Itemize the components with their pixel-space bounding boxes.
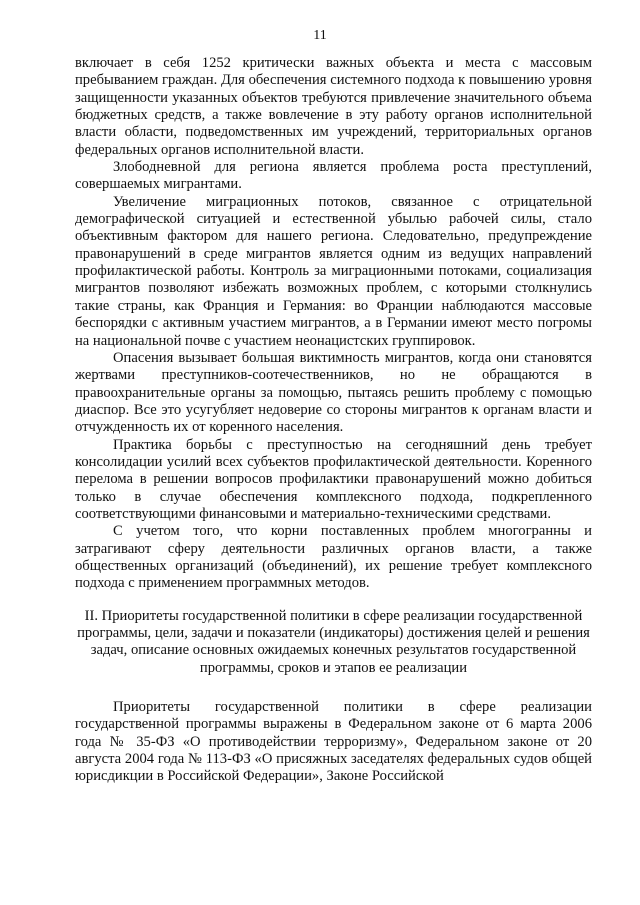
paragraph-victimization: Опасения вызывает большая виктимность мигрантов, когда они становятся жертвами преступников-соотечественников, но не обращаются в правоохранительные органы за помощью, пытаясь решить проблему с помощью диаспор. Все это усугубляет недоверие со стороны мигрантов к органам власти и отчужденность их от коренного населения. xyxy=(75,349,592,436)
paragraph-comprehensive-approach: С учетом того, что корни поставленных проблем многогранны и затрагивают сферу деятельности различных органов власти, а также общественных организаций (объединений), их решение требует комплексного подхода с применением программных методов. xyxy=(75,523,592,592)
paragraph-policy-priorities: Приоритеты государственной политики в сфере реализации государственной программы выражены в Федеральном законе от 6 марта 2006 года № 35-ФЗ «О противодействии терроризму», Федеральном законе от 20 августа 2004 года № 113-ФЗ «О присяжных заседателях федеральных судов общей юрисдикции в Российской Федерации», Законе Российской xyxy=(75,699,592,785)
section-heading: II. Приоритеты государственной политики в сфере реализации государственной программы, цели, задачи и показатели (индикаторы) достижения целей и решения задач, описание основных ожидаемых конечных результатов государственной программы, сроков и этапов ее реализации xyxy=(77,607,590,676)
paragraph-crime-fighting-practice: Практика борьбы с преступностью на сегодняшний день требует консолидации усилий всех субъектов профилактической деятельности. Коренного перелома в решении вопросов профилактики правонарушений можно добиться только в случае обеспечения комплексного подхода, подкрепленного соответствующими финансовыми и материально-техническими средствами. xyxy=(75,436,592,522)
paragraph-migration-flows: Увеличение миграционных потоков, связанное с отрицательной демографической ситуацией и естественной убылью рабочей силы, стало объективным фактором для нашего региона. Следовательно, предупреждение правонарушений в среде мигрантов является одним из ведущих направлений профилактической работы. Контроль за миграционными потоками, социализация мигрантов позволяют избежать возможных проблем, с которыми столкнулись такие страны, как Франция и Германия: во Франции наблюдаются массовые беспорядки с активным участием мигрантов, а в Германии имеют место погромы на национальной почве с участием неонацистских группировок. xyxy=(75,193,592,349)
paragraph-migrant-crime: Злободневной для региона является проблема роста преступлений, совершаемых мигрантами. xyxy=(75,159,592,193)
page-number: 11 xyxy=(313,28,327,43)
paragraph-continuation: включает в себя 1252 критически важных объекта и места с массовым пребыванием граждан. Для обеспечения системного подхода к повышению уровня защищенности указанных объектов требуются привлечение значительного объема бюджетных средств, а также вовлечение в эту работу органов исполнительной власти области, подведомственных им учреждений, территориальных органов федеральных органов исполнительной власти. xyxy=(75,55,592,158)
document-body xyxy=(75,55,592,786)
